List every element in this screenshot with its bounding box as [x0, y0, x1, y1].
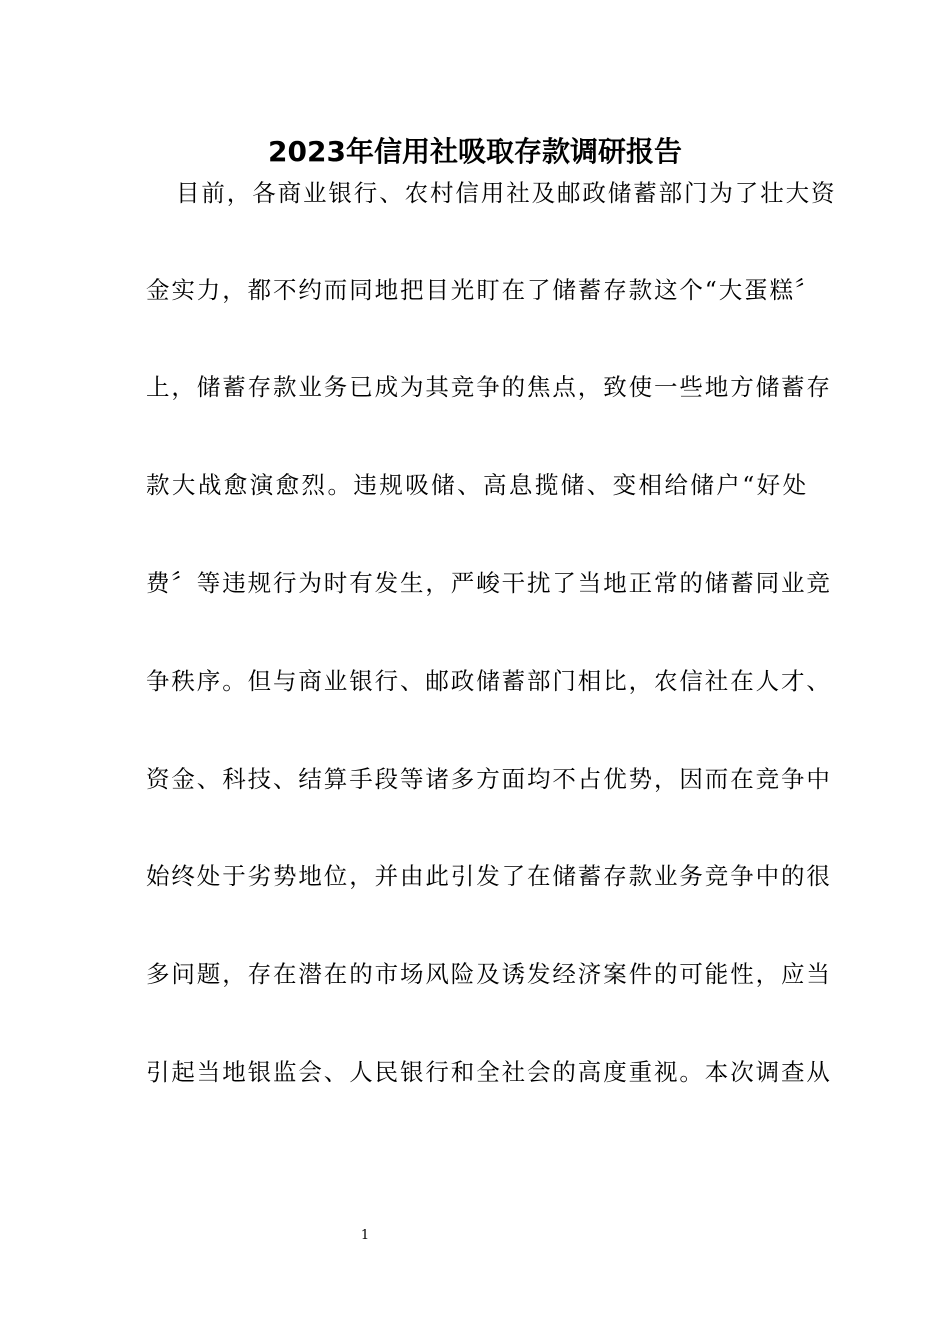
paragraph-line-10: 引起当地银监会、人民银行和全社会的高度重视。本次调查从 [146, 1058, 832, 1086]
paragraph-line-1: 目前，各商业银行、农村信用社及邮政储蓄部门为了壮大资 [176, 179, 837, 207]
paragraph-line-3: 上，储蓄存款业务已成为其竞争的焦点，致使一些地方储蓄存 [146, 373, 832, 401]
page-number: 1 [360, 1228, 370, 1243]
document-title: 2023年信用社吸取存款调研报告 [268, 135, 682, 168]
paragraph-line-9: 多问题，存在潜在的市场风险及诱发经济案件的可能性，应当 [146, 960, 832, 988]
paragraph-line-5: 费〞等违规行为时有发生，严峻干扰了当地正常的储蓄同业竞 [146, 569, 832, 597]
paragraph-line-8: 始终处于劣势地位，并由此引发了在储蓄存款业务竞争中的很 [146, 862, 832, 890]
paragraph-line-7: 资金、科技、结算手段等诸多方面均不占优势，因而在竞争中 [146, 765, 832, 793]
paragraph-line-2: 金实力，都不约而同地把目光盯在了储蓄存款这个“大蛋糕〞 [146, 276, 821, 304]
paragraph-line-4: 款大战愈演愈烈。违规吸储、高息揽储、变相给储户“好处 [146, 471, 808, 499]
paragraph-line-6: 争秩序。但与商业银行、邮政储蓄部门相比，农信社在人才、 [146, 667, 832, 695]
